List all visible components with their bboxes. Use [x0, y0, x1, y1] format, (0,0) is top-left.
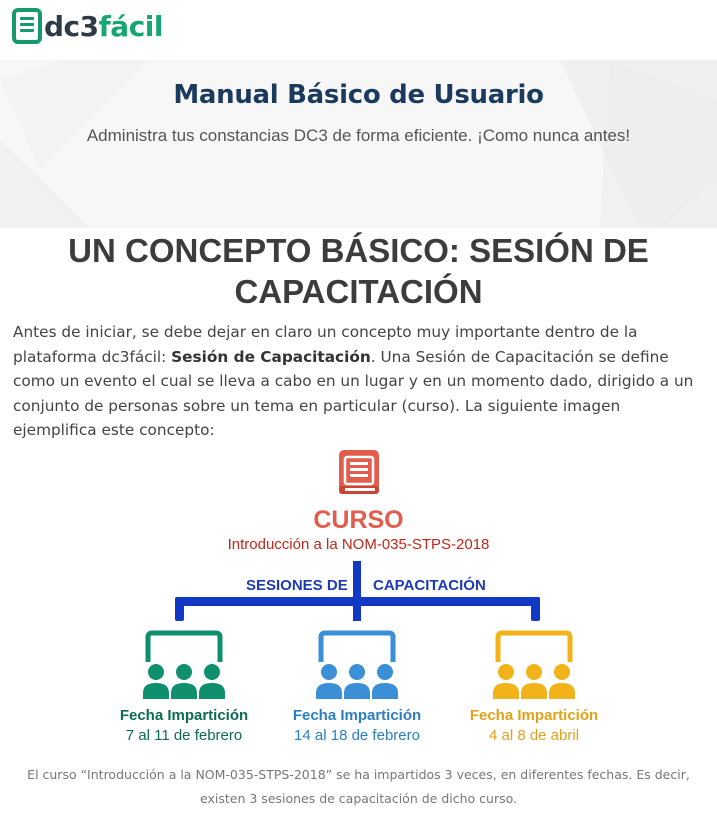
people-group-icon	[316, 633, 398, 699]
people-group-icon	[143, 633, 225, 699]
hero-banner	[0, 60, 717, 228]
section-title-line2: CAPACITACIÓN	[234, 273, 483, 310]
sessions-label-right: CAPACITACIÓN	[373, 577, 486, 594]
logo-text-dc3: dc3	[44, 9, 99, 43]
logo[interactable]	[12, 6, 163, 46]
caption-line2: existen 3 sesiones de capacitación de dicho curso.	[200, 791, 517, 806]
logo-text-facil: fácil	[98, 9, 163, 43]
book-icon	[339, 450, 379, 494]
course-label: CURSO	[313, 506, 404, 534]
group-2-title: Fecha Impartición	[292, 707, 422, 724]
section-title	[20, 230, 697, 312]
intro-text-end: . Una Sesión de Capacitación se define como un evento el cual se lleva a cabo en un lugar y en un momento dado, dirigido a un conjunto de personas sobre un tema en particular (curso). La siguiente imagen ejemplifica este concepto:	[13, 347, 694, 439]
caption-line1: El curso “Introducción a la NOM-035-STPS-2018” se ha impartidos 3 veces, en diferentes fechas. Es decir,	[27, 767, 690, 782]
course-name: Introducción a la NOM-035-STPS-2018	[227, 536, 490, 553]
section-title-line1: UN CONCEPTO BÁSICO: SESIÓN DE	[68, 232, 649, 269]
group-2-date: 14 al 18 de febrero	[294, 727, 420, 744]
intro-paragraph	[13, 320, 708, 443]
session-diagram	[0, 440, 717, 760]
group-3-date: 4 al 8 de abril	[488, 727, 580, 744]
page-title: Manual Básico de Usuario	[173, 80, 544, 110]
group-1-date: 7 al 11 de febrero	[125, 727, 243, 744]
intro-term: Sesión de Capacitación	[171, 347, 371, 366]
page-subtitle: Administra tus constancias DC3 de forma eficiente. ¡Como nunca antes!	[86, 126, 631, 145]
document-icon	[12, 8, 42, 44]
intro-text-start: Antes de iniciar, se debe dejar en claro un concepto muy importante dentro de la plataforma dc3fácil:	[13, 323, 638, 366]
diagram-caption	[20, 763, 697, 811]
people-group-icon	[493, 633, 575, 699]
group-1-title: Fecha Impartición	[119, 707, 249, 724]
sessions-label-left: SESIONES DE	[246, 577, 348, 594]
group-3-title: Fecha Impartición	[469, 707, 599, 724]
